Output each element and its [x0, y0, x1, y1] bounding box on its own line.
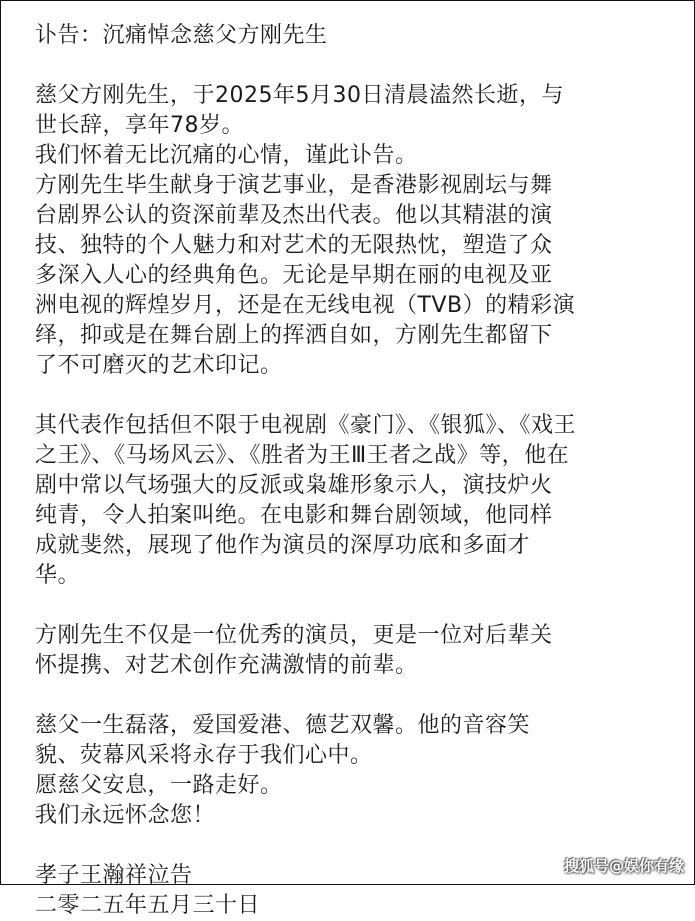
text-line: 洲电视的辉煌岁月，还是在无线电视（TVB）的精彩演	[35, 293, 576, 318]
text-line: 慈父方刚先生，于2025年5月30日清晨溘然长逝，与	[35, 83, 564, 108]
text-line: 世长辞，享年78岁。	[35, 113, 244, 138]
text-line: 我们怀着无比沉痛的心情，谨此讣告。	[35, 143, 418, 168]
text-line: 貌、荧幕风采将永存于我们心中。	[35, 743, 373, 768]
obituary-title: 讣告：沉痛悼念慈父方刚先生	[35, 23, 328, 48]
spacer	[35, 681, 675, 711]
text-line: 愿慈父安息，一路走好。	[35, 773, 283, 798]
text-line: 其代表作包括但不限于电视剧《豪门》、《银狐》、《戏王	[35, 413, 577, 438]
spacer	[35, 591, 675, 621]
signature-line: 孝子王瀚祥泣告	[35, 863, 193, 888]
text-line: 怀提携、对艺术创作充满激情的前辈。	[35, 653, 418, 678]
text-line: 方刚先生毕生献身于演艺事业，是香港影视剧坛与舞	[35, 173, 553, 198]
obituary-text	[35, 21, 675, 921]
text-line: 华。	[35, 563, 81, 588]
text-line: 技、独特的个人魅力和对艺术的无限热忱，塑造了众	[35, 233, 553, 258]
text-line: 剧中常以气场强大的反派或枭雄形象示人，演技炉火	[35, 473, 553, 498]
text-line: 方刚先生不仅是一位优秀的演员，更是一位对后辈关	[35, 623, 553, 648]
text-line: 绎，抑或是在舞台剧上的挥洒自如，方刚先生都留下	[35, 323, 553, 348]
text-line: 慈父一生磊落，爱国爱港、德艺双馨。他的音容笑	[35, 713, 531, 738]
text-line: 台剧界公认的资深前辈及杰出代表。他以其精湛的演	[35, 203, 553, 228]
text-line: 之王》、《马场风云》、《胜者为王Ⅲ王者之战》等，他在	[35, 443, 570, 468]
date-line: 二零二五年五月三十日	[35, 893, 261, 918]
text-line: 多深入人心的经典角色。无论是早期在丽的电视及亚	[35, 263, 553, 288]
text-line: 我们永远怀念您！	[35, 803, 216, 828]
text-line: 纯青，令人拍案叫绝。在电影和舞台剧领域，他同样	[35, 503, 553, 528]
spacer	[35, 51, 675, 81]
text-line: 了不可磨灭的艺术印记。	[35, 353, 283, 378]
text-line: 成就斐然，展现了他作为演员的深厚功底和多面才	[35, 533, 531, 558]
spacer	[35, 381, 675, 411]
watermark: 搜狐号@娱你有缘	[563, 857, 684, 875]
